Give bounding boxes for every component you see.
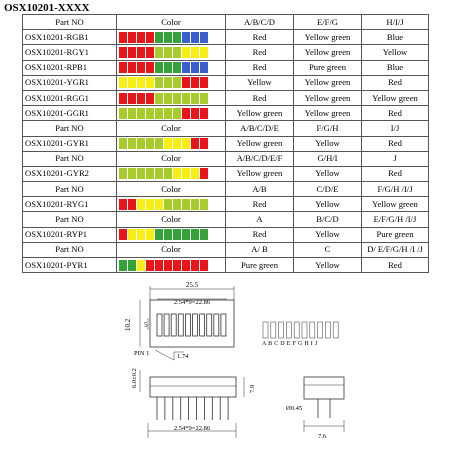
- group1-cell: A/B/C/D/E/F: [226, 151, 294, 166]
- group2-cell: Yellow: [294, 258, 362, 273]
- group1-cell: A: [226, 212, 294, 227]
- part-number-cell: Part NO: [23, 121, 117, 136]
- end-view: [304, 377, 344, 432]
- group2-cell: Yellow green: [294, 90, 362, 105]
- pin-schematic-segment: [333, 322, 338, 338]
- part-number-cell: OSX10201-RGB1: [23, 30, 117, 45]
- pin-schematic-segment: [279, 322, 284, 338]
- part-number-cell: OSX10201-GYR2: [23, 166, 117, 181]
- part-number-cell: Part NO: [23, 151, 117, 166]
- pin-schematic-segment: [294, 322, 299, 338]
- group1-cell: Red: [226, 60, 294, 75]
- part-number-cell: Part NO: [23, 15, 117, 30]
- part-number-cell: OSX10201-RYP1: [23, 227, 117, 242]
- pin-schematic: [263, 322, 338, 338]
- front-led-segment: [178, 314, 183, 336]
- group2-cell: C/D/E: [294, 182, 362, 197]
- front-led-segment: [221, 314, 226, 336]
- group3-cell: H/I/J: [362, 15, 429, 30]
- part-number-cell: OSX10201-RYG1: [23, 197, 117, 212]
- group1-cell: Red: [226, 197, 294, 212]
- document-title: OSX10201-XXXX: [4, 2, 90, 14]
- color-header-cell: Color: [117, 151, 226, 166]
- front-body-outline: [150, 300, 234, 347]
- front-led-segment: [207, 314, 212, 336]
- pin-schematic-segment: [271, 322, 276, 338]
- group1-cell: Yellow: [226, 75, 294, 90]
- front-led-segment: [200, 314, 205, 336]
- front-view: [140, 286, 234, 360]
- color-header-cell: Color: [117, 121, 226, 136]
- part-number-cell: OSX10201-GGR1: [23, 106, 117, 121]
- color-header-cell: Color: [117, 212, 226, 227]
- group2-cell: Yellow green: [294, 30, 362, 45]
- group3-cell: Yellow green: [362, 90, 429, 105]
- group3-cell: Pure green: [362, 227, 429, 242]
- color-header-cell: Color: [117, 182, 226, 197]
- group2-cell: C: [294, 242, 362, 257]
- dim-pitch-bottom: 2.54*9=22.86: [173, 425, 211, 432]
- front-led-segment: [164, 314, 169, 336]
- group3-cell: Red: [362, 166, 429, 181]
- group1-cell: A/B: [226, 182, 294, 197]
- part-number-cell: OSX10201-RPB1: [23, 60, 117, 75]
- group1-cell: A/B/C/D: [226, 15, 294, 30]
- group3-cell: E/F/G/H /I/J: [362, 212, 429, 227]
- part-number-cell: OSX10201-GYR1: [23, 136, 117, 151]
- pin-schematic-segment: [310, 322, 315, 338]
- front-led-segment: [214, 314, 219, 336]
- pin-schematic-segment: [263, 322, 268, 338]
- pin-schematic-segment: [286, 322, 291, 338]
- group2-cell: Yellow: [294, 136, 362, 151]
- group3-cell: Red: [362, 75, 429, 90]
- dim-pin-spacing: 1.74: [177, 353, 189, 360]
- group3-cell: D/ E/F/G/H /I /J: [362, 242, 429, 257]
- part-number-cell: Part NO: [23, 212, 117, 227]
- pin-schematic-segment: [325, 322, 330, 338]
- pin-letters: A B C D E F G H I J: [262, 341, 318, 347]
- group1-cell: Red: [226, 90, 294, 105]
- front-led-segment: [157, 314, 162, 336]
- group2-cell: Yellow green: [294, 75, 362, 90]
- group2-cell: Yellow: [294, 227, 362, 242]
- part-number-cell: OSX10201-RGY1: [23, 45, 117, 60]
- dim-side-height: 6.0±0.2: [131, 368, 138, 388]
- dim-5: 5: [144, 321, 148, 329]
- dim-pitch-top: 2.54*9=22.86: [173, 299, 211, 306]
- group3-cell: J: [362, 151, 429, 166]
- part-number-cell: OSX10201-PYR1: [23, 258, 117, 273]
- group3-cell: Blue: [362, 60, 429, 75]
- group3-cell: Yellow green: [362, 197, 429, 212]
- group3-cell: Red: [362, 258, 429, 273]
- group1-cell: Yellow green: [226, 166, 294, 181]
- front-led-segment: [193, 314, 198, 336]
- group3-cell: Yellow: [362, 45, 429, 60]
- part-number-cell: Part NO: [23, 182, 117, 197]
- front-led-segment: [185, 314, 190, 336]
- dim-width: 25.5: [185, 281, 199, 289]
- group3-cell: Red: [362, 136, 429, 151]
- pin1-label: PIN 1: [134, 350, 150, 357]
- dim-depth: 7.6: [318, 433, 327, 440]
- color-header-cell: Color: [117, 15, 226, 30]
- group1-cell: Red: [226, 45, 294, 60]
- group2-cell: Yellow: [294, 197, 362, 212]
- group2-cell: E/F/G: [294, 15, 362, 30]
- group3-cell: I/J: [362, 121, 429, 136]
- part-number-cell: OSX10201-RGG1: [23, 90, 117, 105]
- group1-cell: A/ B: [226, 242, 294, 257]
- dim-height: 10.2: [124, 318, 132, 331]
- color-header-cell: Color: [117, 242, 226, 257]
- pin-schematic-segment: [302, 322, 307, 338]
- dim-pin-diameter: Ø0.45: [286, 405, 303, 412]
- group1-cell: Yellow green: [226, 106, 294, 121]
- front-led-segment: [171, 314, 176, 336]
- group3-cell: F/G/H /I/J: [362, 182, 429, 197]
- group1-cell: Red: [226, 30, 294, 45]
- group2-cell: B/C/D: [294, 212, 362, 227]
- part-number-cell: Part NO: [23, 242, 117, 257]
- group1-cell: A/B/C/D/E: [226, 121, 294, 136]
- pin-schematic-segment: [318, 322, 323, 338]
- group2-cell: F/G/H: [294, 121, 362, 136]
- group1-cell: Red: [226, 227, 294, 242]
- group2-cell: G/H/I: [294, 151, 362, 166]
- group1-cell: Pure green: [226, 258, 294, 273]
- group2-cell: Pure green: [294, 60, 362, 75]
- part-number-cell: OSX10201-YGR1: [23, 75, 117, 90]
- bottom-body-outline: [150, 377, 236, 397]
- group3-cell: Blue: [362, 30, 429, 45]
- group2-cell: Yellow green: [294, 106, 362, 121]
- group1-cell: Yellow green: [226, 136, 294, 151]
- dim-body-height: 7.9: [249, 384, 256, 393]
- group3-cell: Red: [362, 106, 429, 121]
- group2-cell: Yellow: [294, 166, 362, 181]
- group2-cell: Yellow green: [294, 45, 362, 60]
